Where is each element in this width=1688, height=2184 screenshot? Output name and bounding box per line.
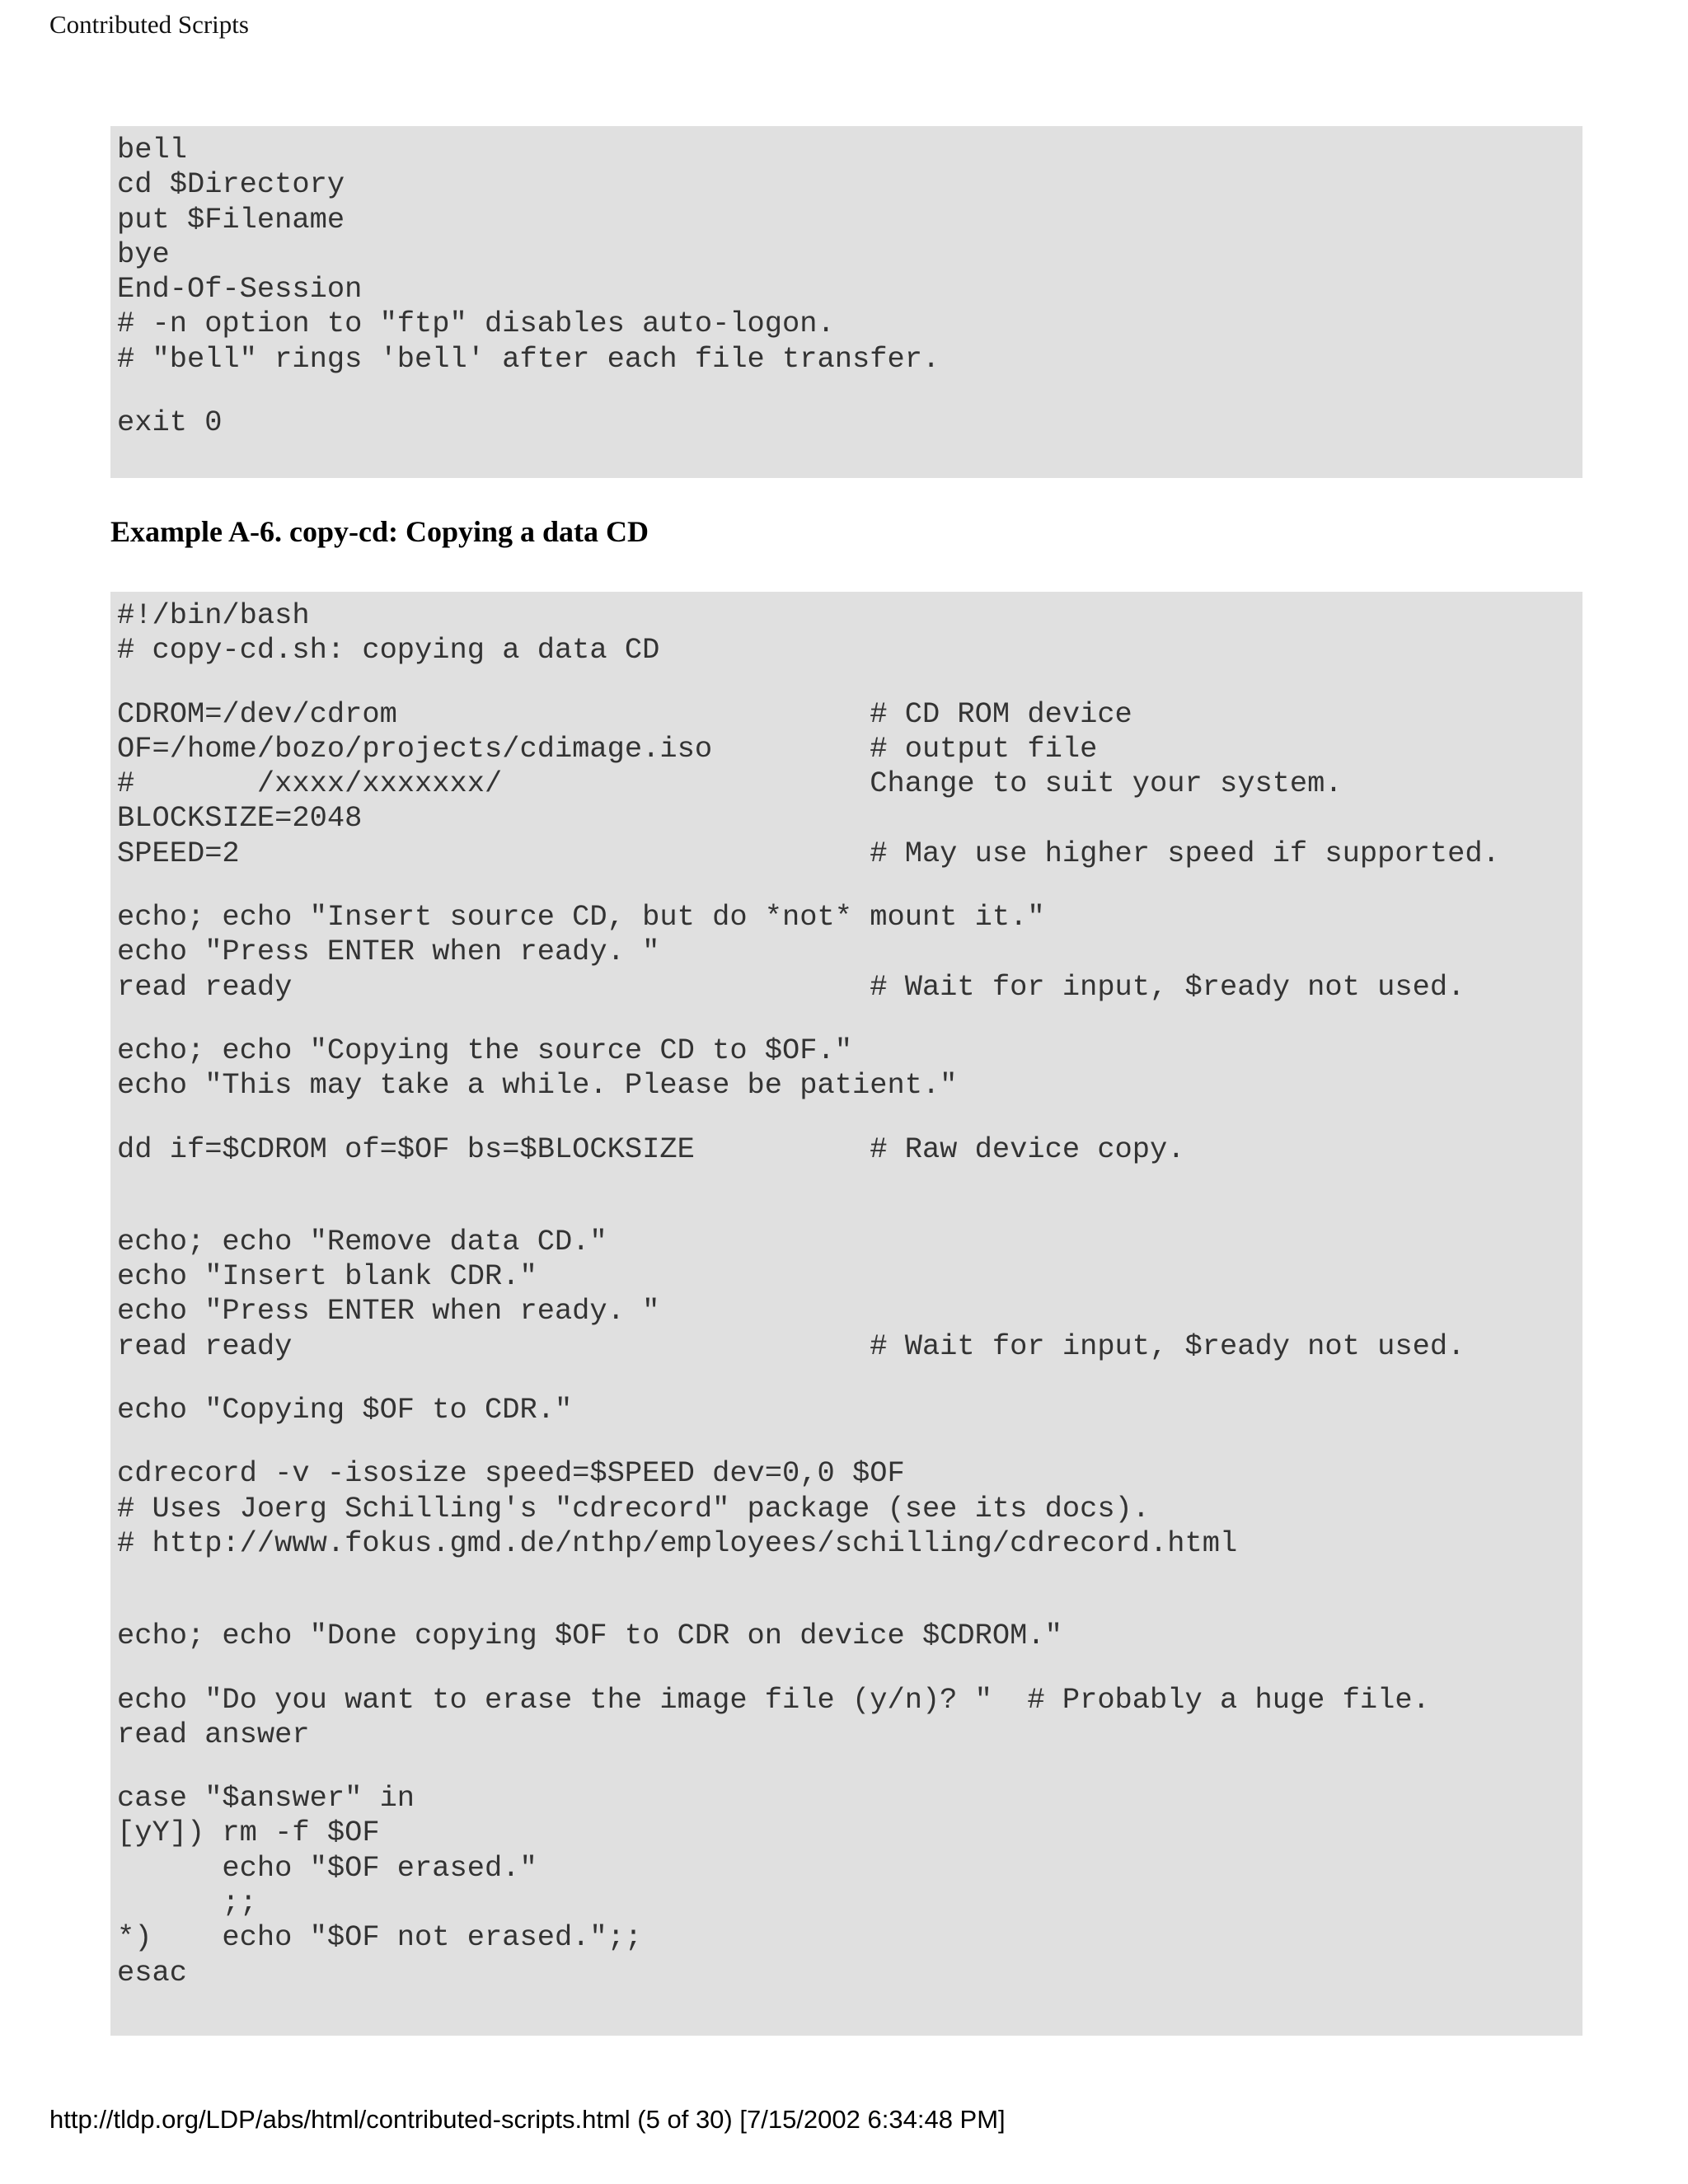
blank-line: [117, 1364, 1576, 1393]
code-line: exit 0: [117, 406, 223, 440]
code-line: echo; echo "Insert source CD, but do *not* mount it.": [117, 901, 1045, 935]
blank-line: [117, 1427, 1576, 1456]
blank-line: [117, 1561, 1576, 1619]
code-line: read ready # Wait for input, $ready not used.: [117, 1329, 1465, 1363]
code-line: echo; echo "Remove data CD.": [117, 1225, 607, 1258]
code-line: cd $Directory: [117, 168, 345, 202]
code-block-ftp-upload: [110, 126, 1582, 478]
code-line: put $Filename: [117, 203, 345, 237]
code-line: echo "Do you want to erase the image file (y/n)? " # Probably a huge file.: [117, 1683, 1430, 1717]
code-line: [yY]) rm -f $OF: [117, 1816, 380, 1850]
code-line: dd if=$CDROM of=$OF bs=$BLOCKSIZE # Raw device copy.: [117, 1132, 1185, 1166]
code-line: esac: [117, 1956, 187, 1990]
code-line: bye: [117, 237, 170, 271]
code-line: echo "This may take a while. Please be patient.": [117, 1069, 958, 1103]
code-line: echo; echo "Done copying $OF to CDR on device $CDROM.": [117, 1619, 1062, 1653]
code-line: # copy-cd.sh: copying a data CD: [117, 634, 660, 668]
blank-line: [117, 1104, 1576, 1132]
code-block-copy-cd: [110, 592, 1582, 2036]
code-line: echo "Press ENTER when ready. ": [117, 1295, 660, 1329]
code-line: case "$answer" in: [117, 1782, 415, 1816]
code-line: # Uses Joerg Schilling's "cdrecord" package (see its docs).: [117, 1492, 1151, 1526]
code-line: OF=/home/bozo/projects/cdimage.iso # output file: [117, 732, 1098, 766]
blank-line: [117, 1752, 1576, 1781]
blank-line: [117, 1005, 1576, 1033]
blank-line: [117, 668, 1576, 697]
code-line: read ready # Wait for input, $ready not used.: [117, 970, 1465, 1004]
code-line: # "bell" rings 'bell' after each file transfer.: [117, 342, 940, 376]
blank-line: [117, 871, 1576, 900]
blank-line: [117, 377, 1576, 405]
code-line: ;;: [117, 1886, 257, 1920]
code-line: SPEED=2 # May use higher speed if supported.: [117, 837, 1500, 870]
code-line: echo "Press ENTER when ready. ": [117, 935, 660, 969]
code-line: End-Of-Session: [117, 273, 363, 307]
code-line: cdrecord -v -isosize speed=$SPEED dev=0,0 $OF: [117, 1457, 905, 1491]
code-line: read answer: [117, 1718, 310, 1751]
code-line: echo "Insert blank CDR.": [117, 1260, 537, 1294]
page-header: Contributed Scripts: [49, 10, 249, 39]
code-line: # /xxxx/xxxxxxx/ Change to suit your system.: [117, 767, 1343, 801]
code-line: echo; echo "Copying the source CD to $OF.": [117, 1033, 852, 1067]
blank-line: [117, 1654, 1576, 1683]
code-line: # http://www.fokus.gmd.de/nthp/employees/schilling/cdrecord.html: [117, 1526, 1238, 1560]
code-line: *) echo "$OF not erased.";;: [117, 1921, 643, 1955]
page-footer-url: http://tldp.org/LDP/abs/html/contributed-scripts.html (5 of 30) [7/15/2002 6:34:48 PM]: [49, 2105, 1006, 2134]
blank-line: [117, 1167, 1576, 1225]
code-line: CDROM=/dev/cdrom # CD ROM device: [117, 697, 1132, 731]
example-title: Example A-6. copy-cd: Copying a data CD: [110, 515, 649, 548]
code-line: bell: [117, 134, 187, 166]
code-line: BLOCKSIZE=2048: [117, 802, 363, 836]
code-line: echo "Copying $OF to CDR.": [117, 1394, 573, 1427]
code-line: #!/bin/bash: [117, 599, 310, 632]
code-line: echo "$OF erased.": [117, 1851, 537, 1885]
code-line: # -n option to "ftp" disables auto-logon.: [117, 307, 835, 341]
